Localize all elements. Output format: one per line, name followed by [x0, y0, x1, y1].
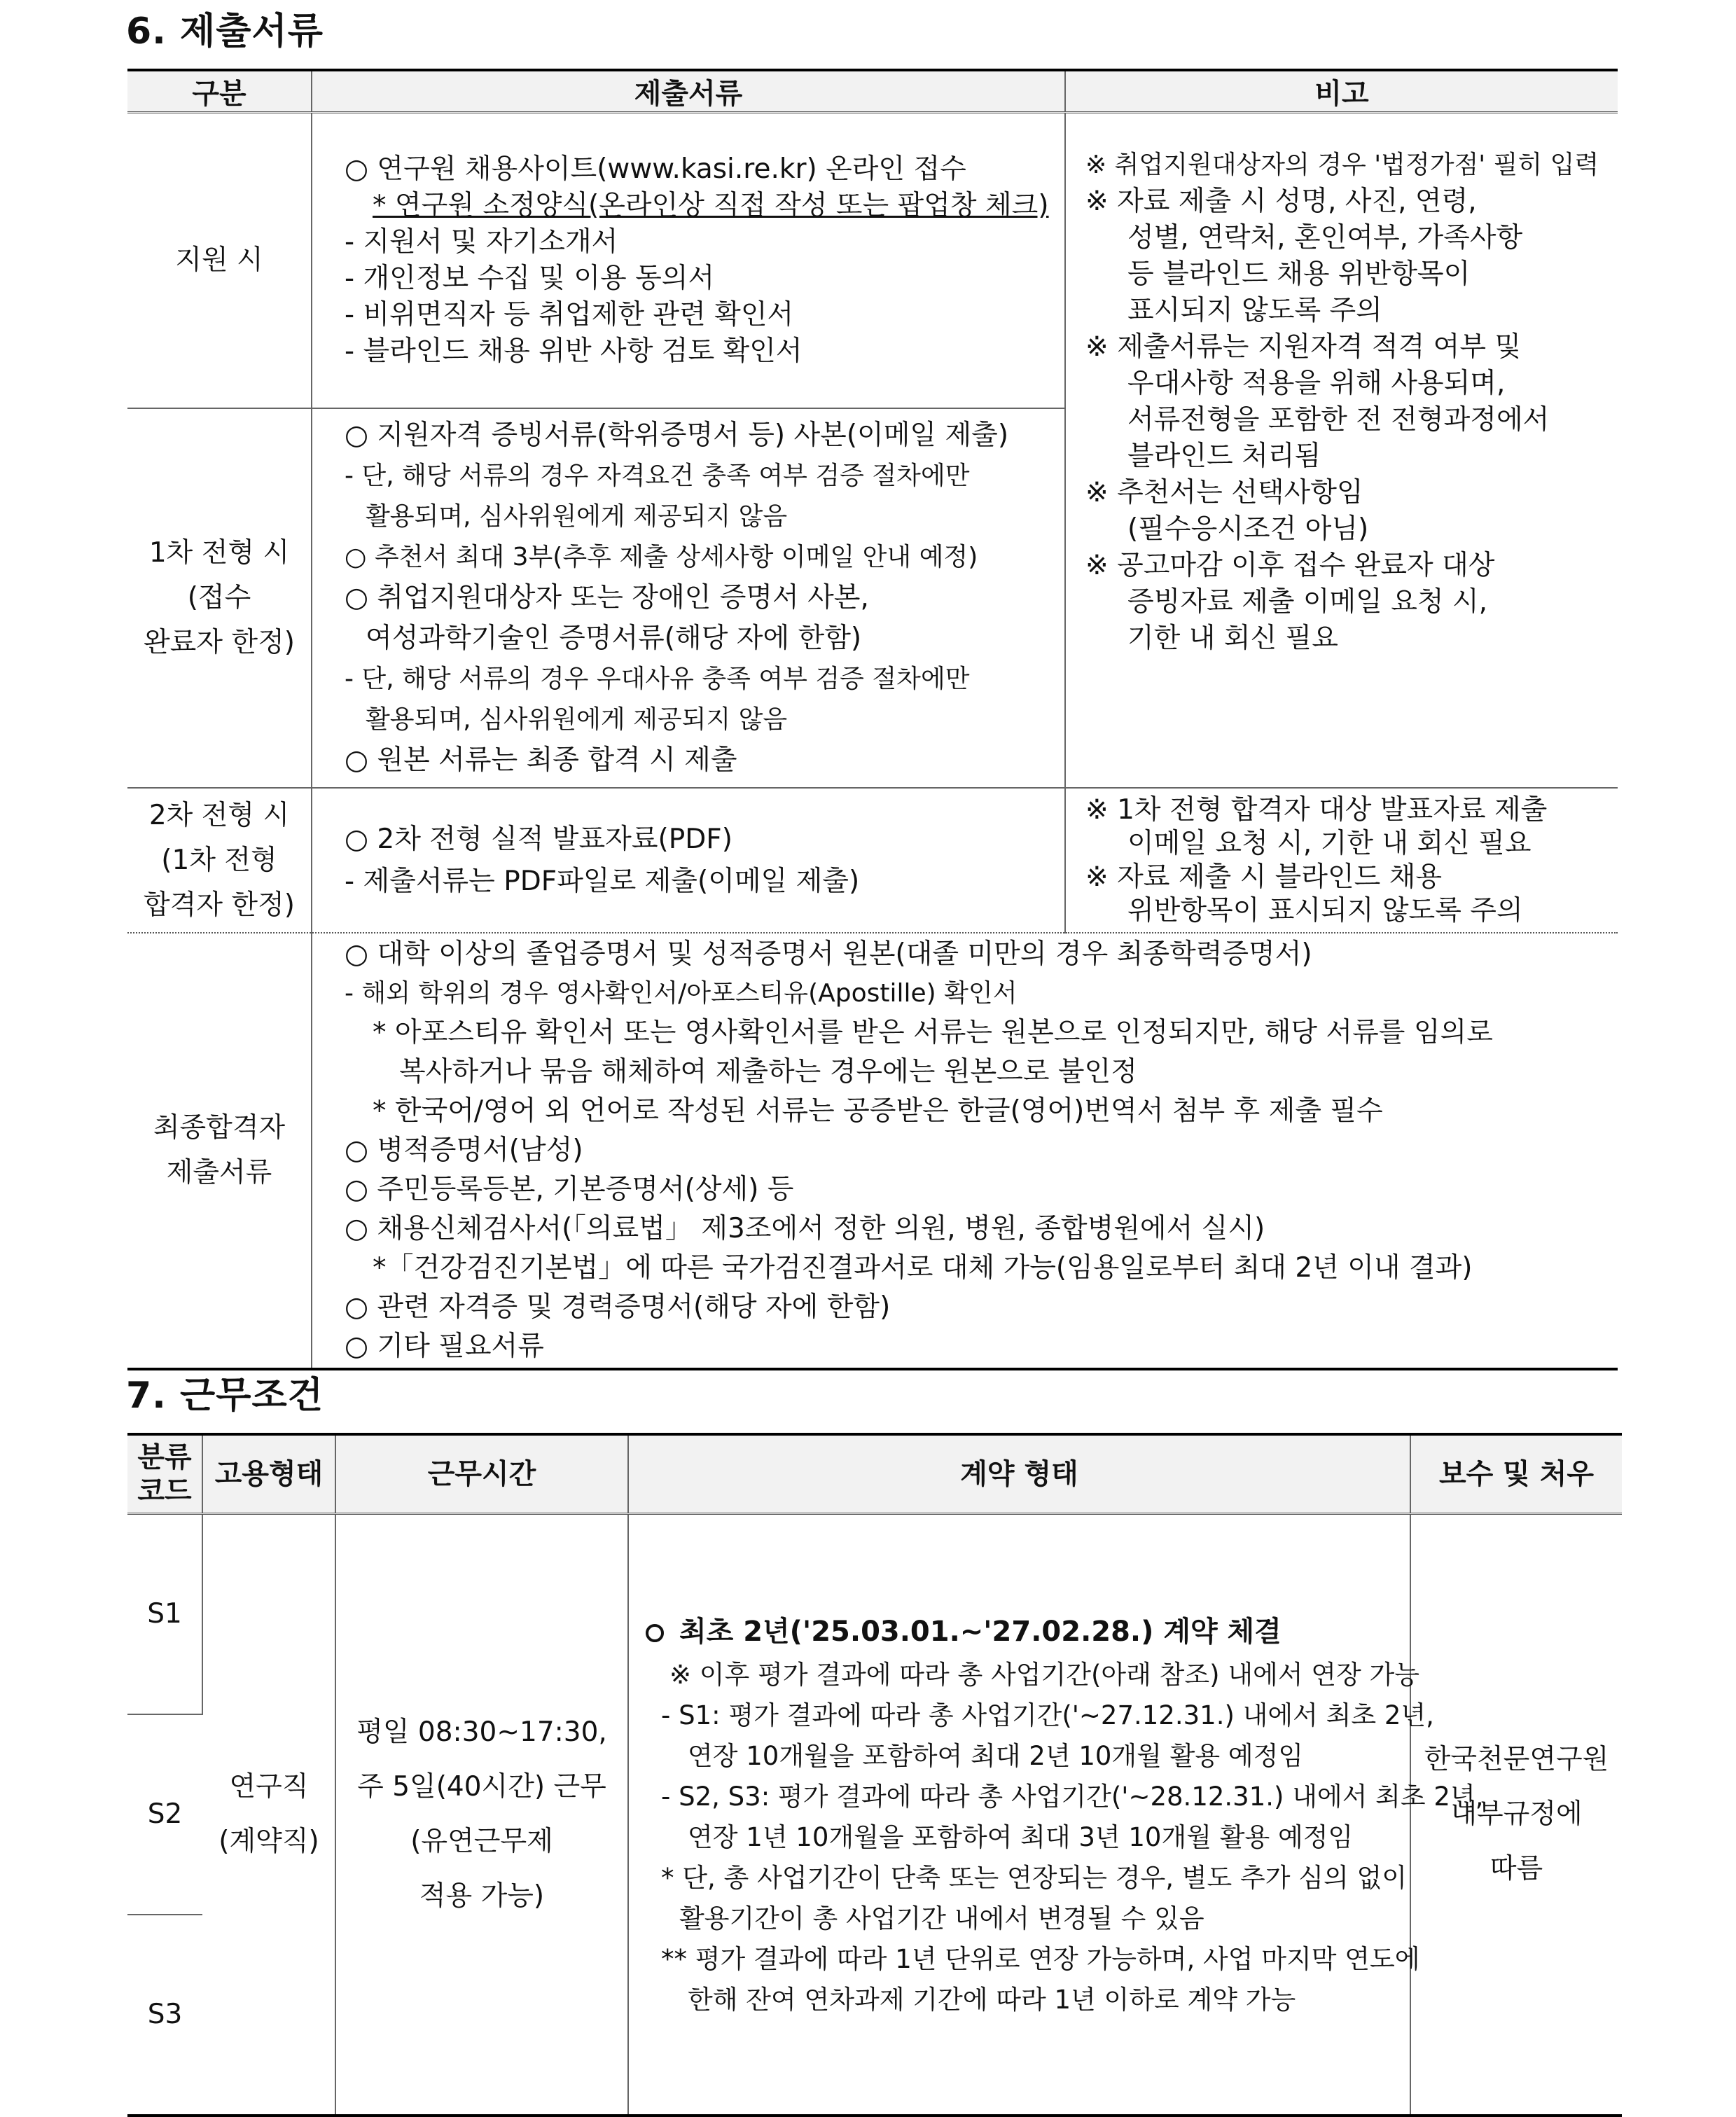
list-item: ○ 지원자격 증빙서류(학위증명서 등) 사본(이메일 제출) [345, 419, 1009, 451]
list-item: ○ 주민등록등본, 기본증명서(상세) 등 [345, 1174, 794, 1205]
pay-line: 내부규정에 [1450, 1798, 1583, 1830]
table-row-second-round [127, 788, 1618, 933]
note-item: (필수응시조건 아님) [1127, 513, 1369, 545]
list-item: ○ 취업지원대상자 또는 장애인 증명서 사본, [345, 582, 869, 613]
list-item: * 아포스티유 확인서 또는 영사확인서를 받은 서류는 원본으로 인정되지만, 해당 서류를 임의로 [373, 1017, 1493, 1048]
note-item: ※ 추천서는 선택사항임 [1085, 477, 1363, 508]
documents-apply [312, 113, 1065, 409]
header-code [127, 1434, 202, 1514]
list-item: 복사하거나 묶음 해체하여 제출하는 경우에는 원본으로 불인정 [399, 1056, 1137, 1088]
note-item: ※ 공고마감 이후 접수 완료자 대상 [1085, 550, 1495, 581]
list-item: ○ 원본 서류는 최종 합격 시 제출 [345, 744, 737, 776]
header-remarks: 비고 [1065, 70, 1618, 113]
category-label: 제출서류 [166, 1157, 272, 1188]
contract-cell [628, 1514, 1484, 2116]
list-item: 활용되며, 심사위원에게 제공되지 않음 [366, 705, 788, 734]
header-documents: 제출서류 [312, 70, 1065, 113]
category-second-round [127, 788, 312, 933]
list-item: - S2, S3: 평가 결과에 따라 총 사업기간('~28.12.31.) 내에서 최초 2년, [661, 1782, 1484, 1812]
note-item: 이메일 요청 시, 기한 내 회신 필요 [1127, 827, 1532, 859]
section-6-title: 6. 제출서류 [126, 11, 324, 53]
list-item: ** 평가 결과에 따라 1년 단위로 연장 가능하며, 사업 마지막 연도에 [661, 1944, 1420, 1974]
circle-bullet-icon [646, 1624, 664, 1642]
list-item: 한해 잔여 연차과제 기간에 따라 1년 이하로 계약 가능 [688, 1985, 1296, 2015]
list-item: ○ 관련 자격증 및 경력증명서(해당 자에 한함) [345, 1291, 891, 1323]
category-final [127, 933, 312, 1369]
category-first-round [127, 408, 312, 788]
header-code-line: 분류 [137, 1441, 192, 1473]
employment-line: (계약직) [218, 1826, 319, 1857]
header-contract: 계약 형태 [628, 1434, 1410, 1514]
section-7-title: 7. 근무조건 [126, 1375, 324, 1417]
table-row-final [127, 933, 1618, 1369]
note-item: 표시되지 않도록 주의 [1127, 295, 1382, 326]
table-row-s1 [127, 1514, 1622, 1715]
list-item: - 지원서 및 자기소개서 [345, 226, 618, 258]
note-item: 등 블라인드 채용 위반항목이 [1127, 258, 1471, 290]
category-label: 합격자 한정) [144, 889, 295, 921]
hours-line: 평일 08:30~17:30, [356, 1716, 607, 1748]
list-item: - 제출서류는 PDF파일로 제출(이메일 제출) [345, 865, 860, 897]
documents-second-round [312, 788, 1065, 933]
contract-main-text: 최초 2년('25.03.01.~'27.02.28.) 계약 체결 [679, 1616, 1282, 1648]
list-item: - 비위면직자 등 취업제한 관련 확인서 [345, 299, 794, 331]
note-item: ※ 제출서류는 지원자격 적격 여부 및 [1085, 331, 1522, 363]
list-item: ○ 추천서 최대 3부(추후 제출 상세사항 이메일 안내 예정) [345, 543, 978, 571]
remarks-main [1065, 113, 1618, 789]
documents-first-round [312, 408, 1065, 788]
note-item: 우대사항 적용을 위해 사용되며, [1127, 368, 1506, 399]
category-label: 지원 시 [175, 244, 263, 276]
list-item: ○ 2차 전형 실적 발표자료(PDF) [345, 823, 732, 855]
list-item: * 연구원 소정양식(온라인상 직접 작성 또는 팝업창 체크) [373, 190, 1049, 221]
employment-cell [202, 1514, 335, 2116]
hours-line: (유연근무제 [410, 1826, 553, 1857]
documents-final [312, 933, 1618, 1369]
table-header-row [127, 70, 1618, 113]
note-item: ※ 자료 제출 시 성명, 사진, 연령, [1085, 186, 1477, 217]
header-employment: 고용형태 [202, 1434, 335, 1514]
note-item: 위반항목이 표시되지 않도록 주의 [1127, 894, 1523, 926]
list-item: 활용되며, 심사위원에게 제공되지 않음 [366, 502, 788, 531]
header-pay: 보수 및 처우 [1410, 1434, 1622, 1514]
list-item: *「건강검진기본법」에 따른 국가검진결과서로 대체 가능(임용일로부터 최대 2년 이내 결과) [373, 1252, 1473, 1284]
table-row-apply [127, 113, 1618, 409]
header-hours: 근무시간 [335, 1434, 628, 1514]
list-item: - S1: 평가 결과에 따라 총 사업기간('~27.12.31.) 내에서 최초 2년, [661, 1700, 1434, 1730]
list-item: ○ 기타 필요서류 [345, 1331, 544, 1362]
table-header-row [127, 1434, 1622, 1514]
pay-line: 한국천문연구원 [1424, 1744, 1609, 1775]
note-item: ※ 취업지원대상자의 경우 '법정가점' 필히 입력 [1085, 151, 1599, 179]
remarks-second-round [1065, 788, 1618, 933]
note-item: 블라인드 처리됨 [1127, 440, 1321, 472]
list-item: - 단, 해당 서류의 경우 자격요건 충족 여부 검증 절차에만 [345, 461, 970, 490]
category-label: 1차 전형 시 [148, 537, 290, 569]
code-cell: S1 [127, 1514, 202, 1715]
pay-line: 따름 [1490, 1853, 1543, 1885]
note-item: ※ 1차 전형 합격자 대상 발표자료 제출 [1085, 793, 1548, 826]
code-cell: S3 [127, 1915, 202, 2116]
list-item: * 한국어/영어 외 언어로 작성된 서류는 공증받은 한글(영어)번역서 첨부 후 제출 필수 [373, 1095, 1383, 1127]
list-item: 연장 10개월을 포함하여 최대 2년 10개월 활용 예정임 [688, 1741, 1304, 1771]
note-item: 서류전형을 포함한 전 전형과정에서 [1127, 404, 1550, 436]
header-code-line: 코드 [137, 1475, 192, 1507]
note-item: ※ 자료 제출 시 블라인드 채용 [1085, 861, 1443, 893]
list-item: - 단, 해당 서류의 경우 우대사유 충족 여부 검증 절차에만 [345, 665, 970, 693]
list-item: 활용기간이 총 사업기간 내에서 변경될 수 있음 [679, 1903, 1204, 1934]
list-item: * 단, 총 사업기간이 단축 또는 연장되는 경우, 별도 추가 심의 없이 [661, 1863, 1407, 1893]
category-label: 완료자 한정) [144, 627, 295, 658]
note-item: 기한 내 회신 필요 [1127, 623, 1338, 654]
list-item: 여성과학기술인 증명서류(해당 자에 한함) [366, 623, 862, 654]
list-item: - 개인정보 수집 및 이용 동의서 [345, 263, 715, 294]
list-item: 연장 1년 10개월을 포함하여 최대 3년 10개월 활용 예정임 [688, 1822, 1354, 1852]
pay-cell [1410, 1514, 1622, 2116]
contract-main [646, 1609, 1404, 1655]
category-label: (접수 [187, 582, 251, 613]
category-label: 최종합격자 [153, 1112, 286, 1144]
note-item: 성별, 연락처, 혼인여부, 가족사항 [1127, 222, 1523, 254]
list-item: - 블라인드 채용 위반 사항 검토 확인서 [345, 335, 803, 367]
code-cell: S2 [127, 1714, 202, 1915]
list-item: ※ 이후 평가 결과에 따라 총 사업기간(아래 참조) 내에서 연장 가능 [669, 1660, 1420, 1690]
hours-line: 적용 가능) [419, 1880, 545, 1912]
category-label: 2차 전형 시 [148, 799, 290, 831]
hours-line: 주 5일(40시간) 근무 [357, 1771, 606, 1803]
note-item: 증빙자료 제출 이메일 요청 시, [1127, 586, 1488, 618]
employment-line: 연구직 [229, 1771, 309, 1803]
working-conditions-table [127, 1433, 1622, 2117]
list-item: ○ 병적증명서(남성) [345, 1134, 583, 1166]
category-apply [127, 113, 312, 409]
header-category: 구분 [127, 70, 312, 113]
hours-cell [335, 1514, 628, 2116]
list-item: ○ 채용신체검사서(「의료법」 제3조에서 정한 의원, 병원, 종합병원에서 실시) [345, 1213, 1265, 1244]
submission-documents-table [127, 69, 1618, 1370]
list-item: - 해외 학위의 경우 영사확인서/아포스티유(Apostille) 확인서 [345, 979, 1018, 1008]
list-item: ○ 연구원 채용사이트(www.kasi.re.kr) 온라인 접수 [345, 153, 966, 185]
category-label: (1차 전형 [161, 844, 277, 876]
list-item: ○ 대학 이상의 졸업증명서 및 성적증명서 원본(대졸 미만의 경우 최종학력증명서) [345, 938, 1312, 970]
